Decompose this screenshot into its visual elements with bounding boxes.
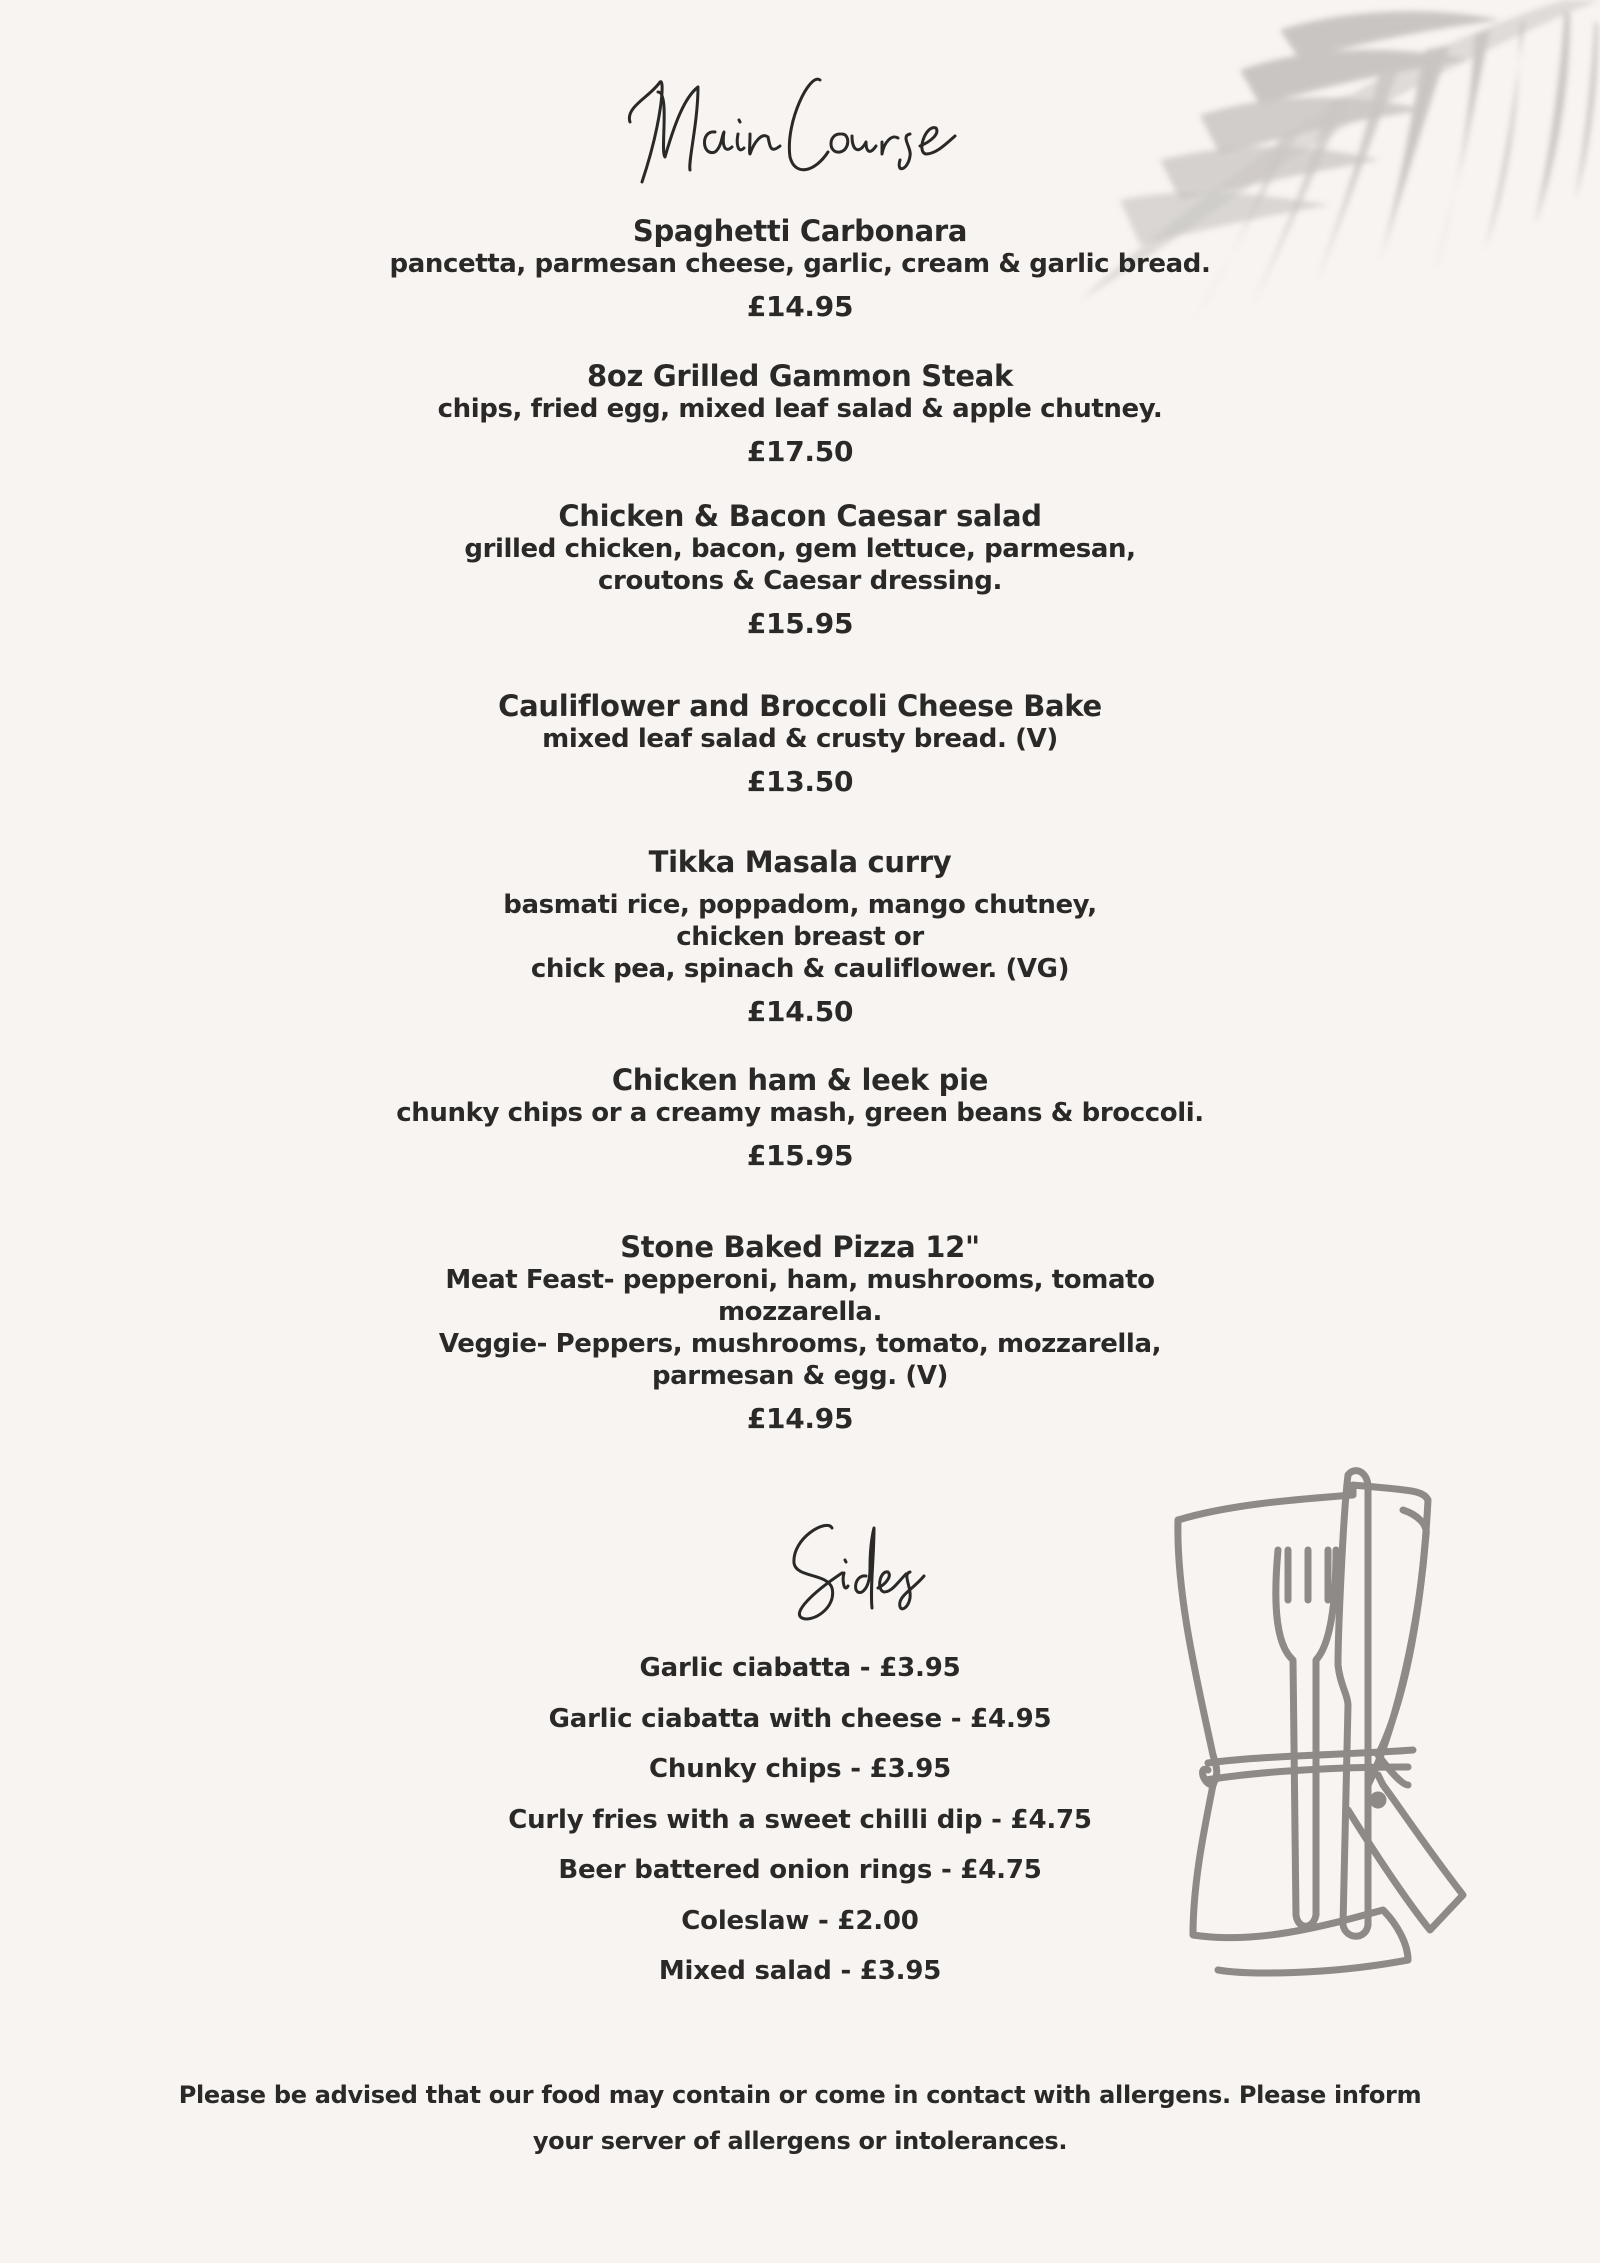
item-description: chicken breast or (676, 922, 924, 952)
item-price: £13.50 (746, 765, 854, 798)
menu-item (0, 689, 1600, 799)
sides-script-title (782, 1518, 942, 1628)
item-name: 8oz Grilled Gammon Steak (586, 359, 1014, 393)
menu-item (0, 499, 1600, 641)
item-description: chips, fried egg, mixed leaf salad & apple chutney. (437, 394, 1163, 424)
item-description: chunky chips or a creamy mash, green beans & broccoli. (396, 1098, 1204, 1128)
side-item: Garlic ciabatta with cheese - £4.95 (548, 1703, 1052, 1734)
side-item: Garlic ciabatta - £3.95 (639, 1653, 961, 1683)
item-description: pancetta, parmesan cheese, garlic, cream & garlic bread. (389, 249, 1211, 279)
item-name: Tikka Masala curry (648, 845, 952, 879)
menu-item (0, 845, 1600, 1029)
item-price: £14.95 (746, 1402, 854, 1435)
item-name: Stone Baked Pizza 12" (620, 1230, 980, 1264)
cutlery-napkin-icon (1168, 1455, 1488, 2015)
menu-item (0, 1230, 1600, 1436)
item-description: parmesan & egg. (V) (651, 1361, 949, 1391)
disclaimer-line: your server of allergens or intolerances. (532, 2127, 1068, 2155)
item-name: Chicken & Bacon Caesar salad (558, 499, 1042, 533)
main-course-script-title (620, 62, 980, 192)
side-item: Chunky chips - £3.95 (649, 1754, 951, 1784)
item-price: £15.95 (746, 607, 854, 640)
menu-item (0, 359, 1600, 469)
item-description: basmati rice, poppadom, mango chutney, (503, 890, 1097, 920)
menu-item (0, 214, 1600, 324)
menu-item (0, 1063, 1600, 1173)
side-item: Mixed salad - £3.95 (658, 1956, 942, 1986)
allergen-disclaimer (0, 2072, 1600, 2164)
item-description: chick pea, spinach & cauliflower. (VG) (530, 954, 1070, 984)
item-description: mixed leaf salad & crusty bread. (V) (542, 724, 1058, 754)
item-name: Chicken ham & leek pie (611, 1063, 989, 1097)
side-item: Curly fries with a sweet chilli dip - £4.75 (508, 1804, 1092, 1835)
side-item: Beer battered onion rings - £4.75 (558, 1855, 1042, 1885)
item-description: Veggie- Peppers, mushrooms, tomato, mozzarella, (438, 1329, 1162, 1359)
item-description: grilled chicken, bacon, gem lettuce, parmesan, (464, 534, 1136, 564)
item-price: £15.95 (746, 1139, 854, 1172)
item-price: £14.50 (746, 995, 854, 1028)
item-description: Meat Feast- pepperoni, ham, mushrooms, tomato (445, 1265, 1155, 1295)
item-price: £17.50 (746, 435, 854, 468)
item-name: Cauliflower and Broccoli Cheese Bake (498, 689, 1102, 723)
side-item: Coleslaw - £2.00 (681, 1905, 919, 1936)
disclaimer-line: Please be advised that our food may contain or come in contact with allergens. Please inform (178, 2081, 1422, 2109)
item-description: croutons & Caesar dressing. (598, 566, 1002, 596)
item-price: £14.95 (746, 290, 854, 323)
item-name: Spaghetti Carbonara (632, 214, 968, 248)
main-course-heading (0, 62, 1600, 192)
item-description: mozzarella. (717, 1297, 883, 1327)
